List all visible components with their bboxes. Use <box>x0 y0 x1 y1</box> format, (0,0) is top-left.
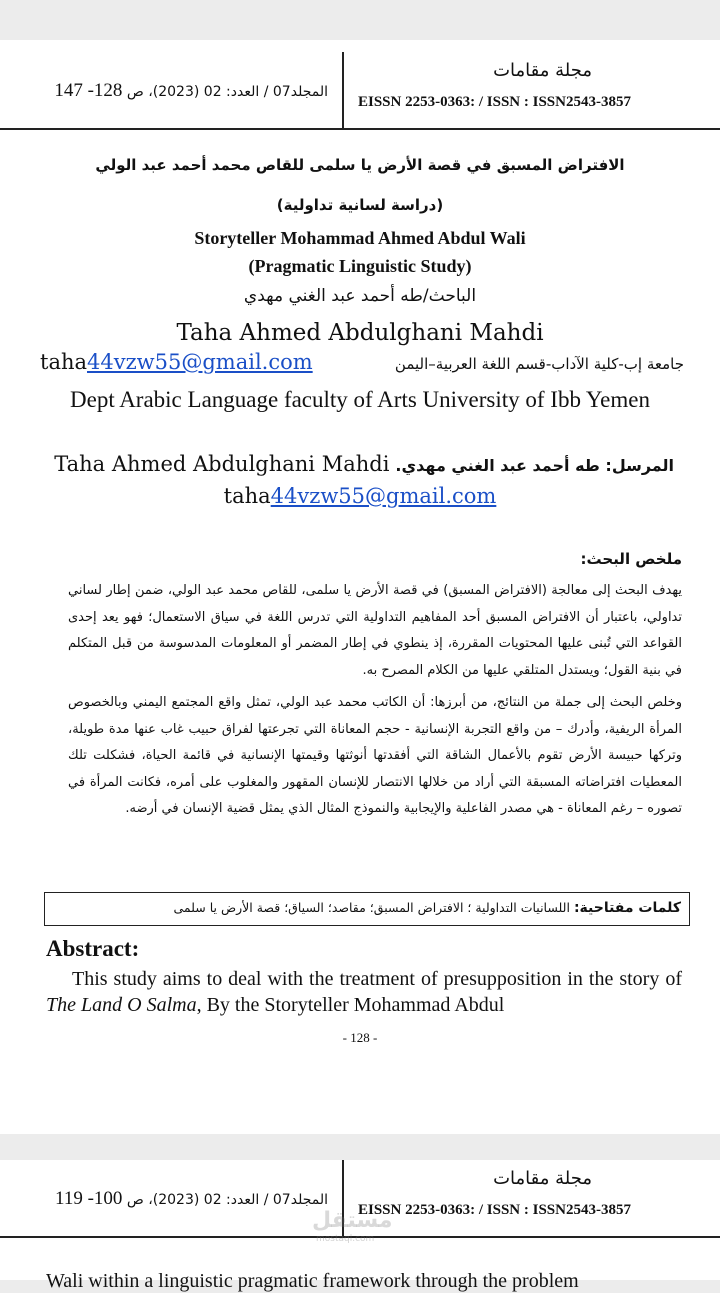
affiliation-arabic: جامعة إب-كلية الآداب-قسم اللغة العربية–اليمن <box>394 355 684 373</box>
sender-arabic: المرسل: طه أحمد عبد الغني مهدي. <box>395 456 674 475</box>
page-range: 100- 119 <box>55 1188 123 1209</box>
email-prefix: taha <box>40 350 88 374</box>
abstract-text-part: , By the Storyteller Mohammad Abdul <box>196 994 505 1016</box>
abstract-arabic-paragraph: يهدف البحث إلى معالجة (الافتراض المسبق) في قصة الأرض يا سلمى، للقاص محمد عبد الولي، ضمن إطار لساني تداولي، باعتبار أن الافتراض المسبق أحد المفاهيم التداولية التي تدرس اللغة في سياق الاستعمال؛ فهو يعد إحدى القواعد التي تُبنى عليها المحتويات المقررة، إذ ينطوي في إطار المضمر أو المعلومات المدسوسة من قبل المتكلم في بنية القول؛ ويستدل المتلقي عليها من الكلام المصرح به. <box>68 583 682 678</box>
subtitle-arabic: (دراسة لسانية تداولية) <box>276 196 444 214</box>
author-arabic: الباحث/طه أحمد عبد الغني مهدي <box>243 286 477 306</box>
email-address <box>40 350 313 374</box>
abstract-english-heading: Abstract: <box>46 936 140 961</box>
title-arabic: الافتراض المسبق في قصة الأرض يا سلمى للقاص محمد أحمد عبد الولي <box>95 156 625 174</box>
abstract-arabic-paragraph: وخلص البحث إلى جملة من النتائج، من أبرزها: أن الكاتب محمد عبد الولي، تمثل واقع المجتمع اليمني وبالخصوص المرأة الريفية، وأدرك – من واقع التجربة الإنسانية - حجم المعاناة التي تجرعتها لفراق حبيب غاب عنها مدة طويلة، وتركها حبيسة الأرض تقوم بالأعمال الشاقة التي أفقدتها أنوثتها وقيمتها الإنسانية في قائمة الحياة، فشكلت تلك المعطيات افتراضاته المسبقة التي أراد من خلالها الانتصار للإنسان المقهور والمغلوب على أمره، فكانت المرأة في تصوره – رغم المعاناة - هي مصدر الفاعلية والإيجابية والنموذج المثال الذي يمثل قضية الإنسان في أرضه. <box>68 695 682 816</box>
volume-line <box>6 80 328 102</box>
volume-text: المجلد07 / العدد: 02 (2023)، ص <box>126 1192 328 1208</box>
header-rule <box>0 128 720 130</box>
page-range: 128- 147 <box>54 80 123 101</box>
sender-email-prefix: taha <box>223 484 271 508</box>
affiliation-line <box>40 350 684 374</box>
sender-english: Taha Ahmed Abdulghani Mahdi <box>54 452 390 476</box>
email-link[interactable]: 44vzw55@gmail.com <box>87 350 313 374</box>
cut-off-text: Wali within a linguistic pragmatic framework through the problem <box>46 1270 579 1292</box>
header-divider <box>342 52 344 128</box>
journal-header <box>0 52 720 130</box>
department-english: Dept Arabic Language faculty of Arts University of Ibb Yemen <box>70 387 650 412</box>
subtitle-english: (Pragmatic Linguistic Study) <box>248 256 472 276</box>
watermark-logo: مستقل <box>312 1208 393 1233</box>
story-title: The Land O Salma <box>46 994 197 1016</box>
author-english: Taha Ahmed Abdulghani Mahdi <box>176 320 544 346</box>
abstract-arabic-heading: ملخص البحث: <box>580 550 682 568</box>
page-number: - 128 - <box>342 1030 378 1045</box>
abstract-arabic-body <box>68 578 682 829</box>
abstract-text-part: This study aims to deal with the treatment of presupposition in the story of <box>72 968 682 990</box>
abstract-english-text <box>46 966 682 1018</box>
watermark-url: mostaql.com <box>316 1234 375 1244</box>
sender-email-link[interactable]: 44vzw55@gmail.com <box>270 484 497 508</box>
document-page-next <box>0 1160 720 1292</box>
journal-title: مجلة مقامات <box>493 1168 592 1189</box>
volume-text: المجلد07 / العدد: 02 (2023)، ص <box>126 84 328 100</box>
issn-line: EISSN 2253-0363: / ISSN : ISSN2543-3857 <box>358 94 631 110</box>
volume-line <box>6 1188 328 1210</box>
issn-line: EISSN 2253-0363: / ISSN : ISSN2543-3857 <box>358 1202 631 1218</box>
sender-line <box>20 452 674 476</box>
sender-email <box>20 484 700 508</box>
keywords-label: كلمات مفتاحية: <box>573 900 681 916</box>
keywords-text: اللسانيات التداولية ؛ الافتراض المسبق؛ مقاصد؛ السياق؛ قصة الأرض يا سلمى <box>173 900 570 915</box>
journal-title: مجلة مقامات <box>493 60 592 81</box>
document-page <box>0 40 720 1134</box>
keywords-box <box>44 892 690 926</box>
title-english: Storyteller Mohammad Ahmed Abdul Wali <box>194 228 526 248</box>
